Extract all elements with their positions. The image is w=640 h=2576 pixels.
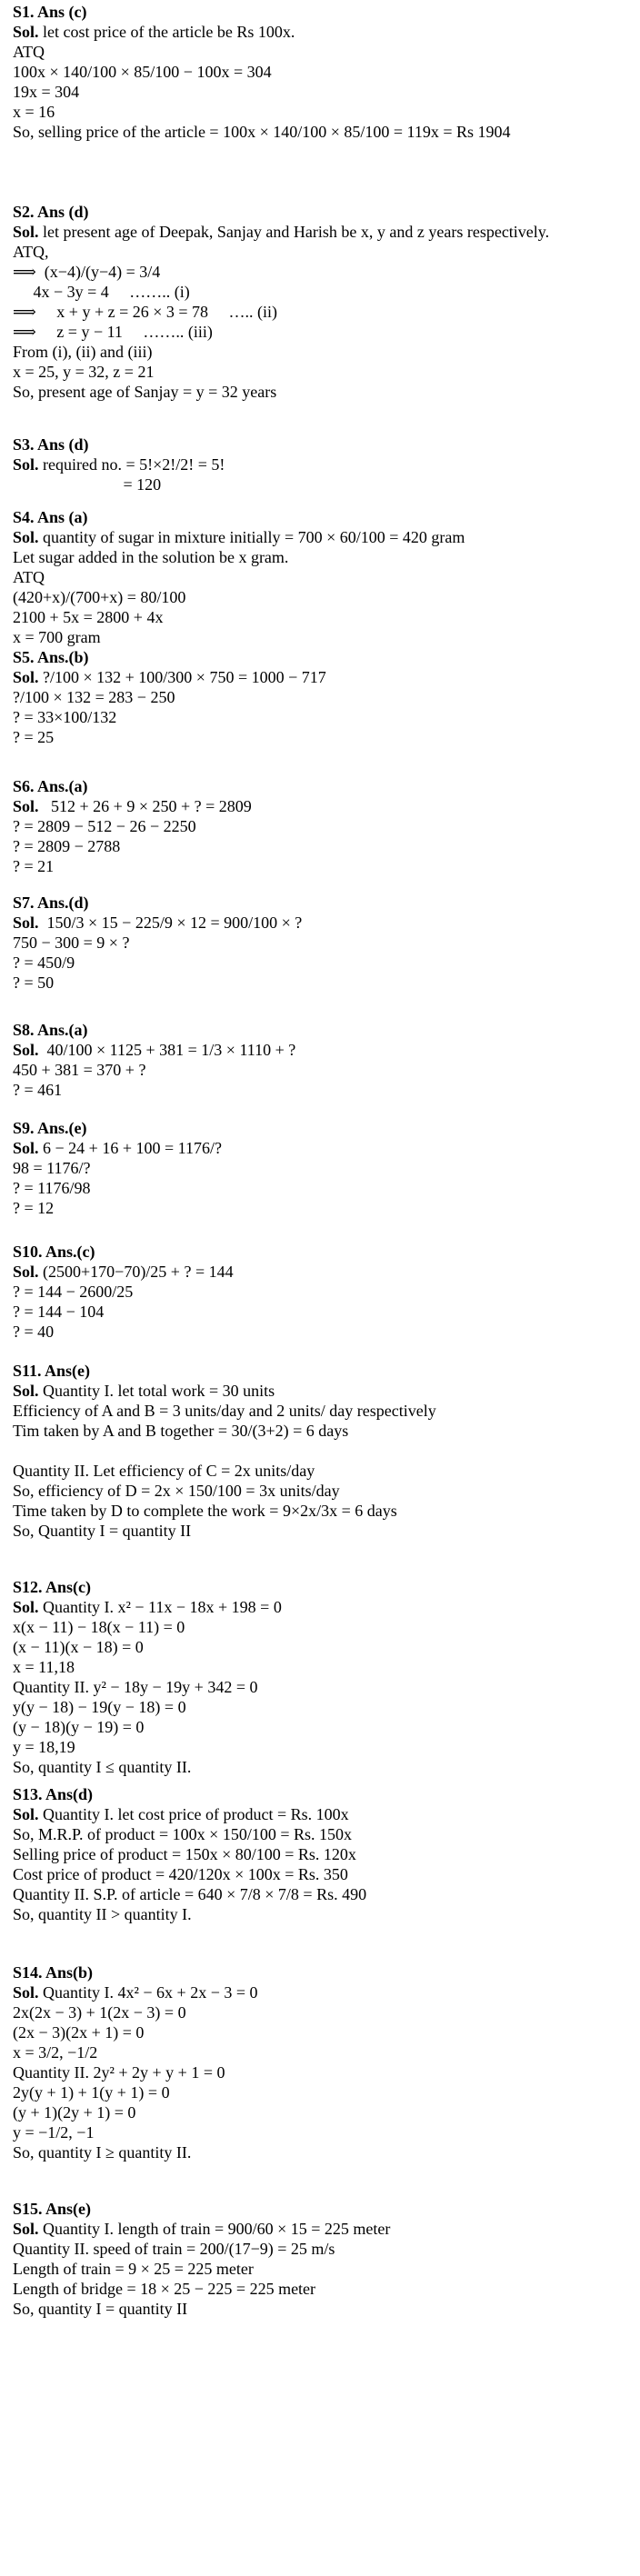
solution-line: Sol. Quantity I. x² − 11x − 18x + 198 = 0	[13, 1598, 282, 1616]
solution-line: 2y(y + 1) + 1(y + 1) = 0	[13, 2083, 170, 2102]
solution-line: Sol. required no. = 5!×2!/2! = 5!	[13, 455, 225, 474]
solution-line: Selling price of product = 150x × 80/100 = Rs. 120x	[13, 1845, 356, 1863]
solution-line: Quantity II. speed of train = 200/(17−9) = 25 m/s	[13, 2240, 335, 2258]
solution-line: ? = 2809 − 2788	[13, 837, 121, 855]
solution-line: So, quantity I ≤ quantity II.	[13, 1758, 192, 1776]
answer-heading: S10. Ans.(c)	[13, 1243, 95, 1261]
answer-heading: S11. Ans(e)	[13, 1362, 91, 1380]
solution-line: Efficiency of A and B = 3 units/day and 2 units/ day respectively	[13, 1402, 436, 1420]
sol-label: Sol.	[13, 797, 39, 815]
solution-line: ? = 50	[13, 973, 55, 992]
answer-heading: S12. Ans(c)	[13, 1578, 92, 1596]
solution-line: (y + 1)(2y + 1) = 0	[13, 2103, 136, 2122]
solution-line: So, quantity I ≥ quantity II.	[13, 2143, 192, 2162]
solution-line: ? = 40	[13, 1323, 55, 1341]
solution-line: y = 18,19	[13, 1738, 75, 1756]
solution-line: 19x = 304	[13, 83, 80, 101]
solution-line: ? = 21	[13, 857, 55, 875]
sol-label: Sol.	[13, 668, 39, 686]
solution-line: Sol. let present age of Deepak, Sanjay and Harish be x, y and z years respectively.	[13, 223, 550, 241]
answer-heading: S5. Ans.(b)	[13, 648, 89, 666]
solution-line: Tim taken by A and B together = 30/(3+2) = 6 days	[13, 1422, 349, 1440]
solution-line: ATQ	[13, 568, 45, 586]
solution-line: Sol. Quantity I. length of train = 900/60 × 15 = 225 meter	[13, 2220, 391, 2238]
solution-line: ⟹ (x−4)/(y−4) = 3/4	[13, 263, 161, 281]
solution-line: (2x − 3)(2x + 1) = 0	[13, 2023, 145, 2042]
solution-line: ? = 2809 − 512 − 26 − 2250	[13, 817, 196, 835]
solution-line: ? = 33×100/132	[13, 708, 117, 726]
solution-line: 450 + 381 = 370 + ?	[13, 1061, 146, 1079]
answer-heading: S7. Ans.(d)	[13, 894, 89, 912]
sol-label: Sol.	[13, 1382, 39, 1400]
solution-line: ATQ	[13, 43, 45, 61]
solution-line: Quantity II. y² − 18y − 19y + 342 = 0	[13, 1678, 258, 1696]
solution-line: Sol. 512 + 26 + 9 × 250 + ? = 2809	[13, 797, 252, 815]
solution-line: From (i), (ii) and (iii)	[13, 343, 153, 361]
solution-line: (x − 11)(x − 18) = 0	[13, 1638, 144, 1656]
solution-line: Quantity II. S.P. of article = 640 × 7/8 × 7/8 = Rs. 490	[13, 1885, 367, 1903]
sol-label: Sol.	[13, 914, 39, 932]
solution-line: y(y − 18) − 19(y − 18) = 0	[13, 1698, 186, 1716]
solution-line: y = −1/2, −1	[13, 2123, 95, 2142]
solution-line: Sol. (2500+170−70)/25 + ? = 144	[13, 1263, 234, 1281]
solution-line: So, M.R.P. of product = 100x × 150/100 = Rs. 150x	[13, 1825, 352, 1843]
solution-line: x(x − 11) − 18(x − 11) = 0	[13, 1618, 185, 1636]
solution-line: So, present age of Sanjay = y = 32 years	[13, 383, 277, 401]
sol-label: Sol.	[13, 1263, 39, 1281]
solution-line: 100x × 140/100 × 85/100 − 100x = 304	[13, 63, 272, 81]
sol-label: Sol.	[13, 1805, 39, 1823]
sol-label: Sol.	[13, 455, 39, 474]
solution-line: So, quantity II > quantity I.	[13, 1905, 192, 1923]
solution-line: Time taken by D to complete the work = 9×2x/3x = 6 days	[13, 1502, 397, 1520]
solution-line: Sol. ?/100 × 132 + 100/300 × 750 = 1000 − 717	[13, 668, 326, 686]
answer-heading: S2. Ans (d)	[13, 203, 89, 221]
solution-line: Length of train = 9 × 25 = 225 meter	[13, 2260, 254, 2278]
solution-line: Quantity II. 2y² + 2y + y + 1 = 0	[13, 2063, 225, 2082]
solution-line: ? = 144 − 2600/25	[13, 1283, 134, 1301]
solution-line: 2x(2x − 3) + 1(2x − 3) = 0	[13, 2003, 186, 2022]
answer-heading: S14. Ans(b)	[13, 1963, 94, 1982]
sol-label: Sol.	[13, 1598, 39, 1616]
solution-line: 750 − 300 = 9 × ?	[13, 934, 130, 952]
sol-label: Sol.	[13, 1139, 39, 1157]
solution-line: ? = 1176/98	[13, 1179, 91, 1197]
solution-line: Sol. quantity of sugar in mixture initially = 700 × 60/100 = 420 gram	[13, 528, 465, 546]
solution-line: Sol. 150/3 × 15 − 225/9 × 12 = 900/100 × ?	[13, 914, 303, 932]
solution-line: ⟹ x + y + z = 26 × 3 = 78 ….. (ii)	[13, 303, 278, 321]
sol-label: Sol.	[13, 2220, 39, 2238]
sol-label: Sol.	[13, 528, 39, 546]
solution-line: Quantity II. Let efficiency of C = 2x units/day	[13, 1462, 315, 1480]
sol-label: Sol.	[13, 1983, 39, 2002]
solution-line: Sol. 40/100 × 1125 + 381 = 1/3 × 1110 + ?	[13, 1041, 296, 1059]
solution-line: ATQ,	[13, 243, 49, 261]
solution-line: 98 = 1176/?	[13, 1159, 91, 1177]
answer-heading: S15. Ans(e)	[13, 2200, 92, 2218]
sol-label: Sol.	[13, 1041, 39, 1059]
solution-line: ? = 450/9	[13, 954, 75, 972]
solution-line: Sol. Quantity I. 4x² − 6x + 2x − 3 = 0	[13, 1983, 258, 2002]
answer-heading: S9. Ans.(e)	[13, 1119, 87, 1137]
answer-heading: S1. Ans (c)	[13, 3, 87, 21]
solution-line: Cost price of product = 420/120x × 100x = Rs. 350	[13, 1865, 348, 1883]
solution-line: Sol. Quantity I. let total work = 30 units	[13, 1382, 275, 1400]
solution-line: Sol. Quantity I. let cost price of product = Rs. 100x	[13, 1805, 349, 1823]
solution-line: (y − 18)(y − 19) = 0	[13, 1718, 145, 1736]
answer-heading: S3. Ans (d)	[13, 435, 89, 454]
solution-line: 4x − 3y = 4 …….. (i)	[13, 283, 190, 301]
solution-line: ? = 461	[13, 1081, 63, 1099]
sol-label: Sol.	[13, 223, 39, 241]
solution-line: = 120	[13, 475, 162, 494]
answer-heading: S13. Ans(d)	[13, 1785, 94, 1803]
solution-line: x = 700 gram	[13, 628, 101, 646]
solution-line: x = 25, y = 32, z = 21	[13, 363, 155, 381]
solution-line: 2100 + 5x = 2800 + 4x	[13, 608, 164, 626]
solution-line: So, efficiency of D = 2x × 150/100 = 3x units/day	[13, 1482, 340, 1500]
answer-heading: S6. Ans.(a)	[13, 777, 88, 795]
answer-heading: S4. Ans (a)	[13, 508, 88, 526]
sol-label: Sol.	[13, 23, 39, 41]
solution-line: ? = 12	[13, 1199, 55, 1217]
answer-heading: S8. Ans.(a)	[13, 1021, 88, 1039]
solution-line: ?/100 × 132 = 283 − 250	[13, 688, 175, 706]
solution-line: So, quantity I = quantity II	[13, 2300, 188, 2318]
solution-line: Sol. let cost price of the article be Rs 100x.	[13, 23, 295, 41]
solution-line: So, selling price of the article = 100x × 140/100 × 85/100 = 119x = Rs 1904	[13, 123, 511, 141]
solution-line: x = 11,18	[13, 1658, 75, 1676]
solution-line: Let sugar added in the solution be x gram.	[13, 548, 289, 566]
solution-line: x = 3/2, −1/2	[13, 2043, 98, 2062]
solution-line: ? = 25	[13, 728, 55, 746]
solution-line: Length of bridge = 18 × 25 − 225 = 225 meter	[13, 2280, 316, 2298]
solution-line: x = 16	[13, 103, 55, 121]
solution-line: (420+x)/(700+x) = 80/100	[13, 588, 186, 606]
solution-line: ⟹ z = y − 11 …….. (iii)	[13, 323, 213, 341]
solution-line: So, Quantity I = quantity II	[13, 1522, 192, 1540]
solution-line: ? = 144 − 104	[13, 1303, 105, 1321]
solution-line: Sol. 6 − 24 + 16 + 100 = 1176/?	[13, 1139, 222, 1157]
